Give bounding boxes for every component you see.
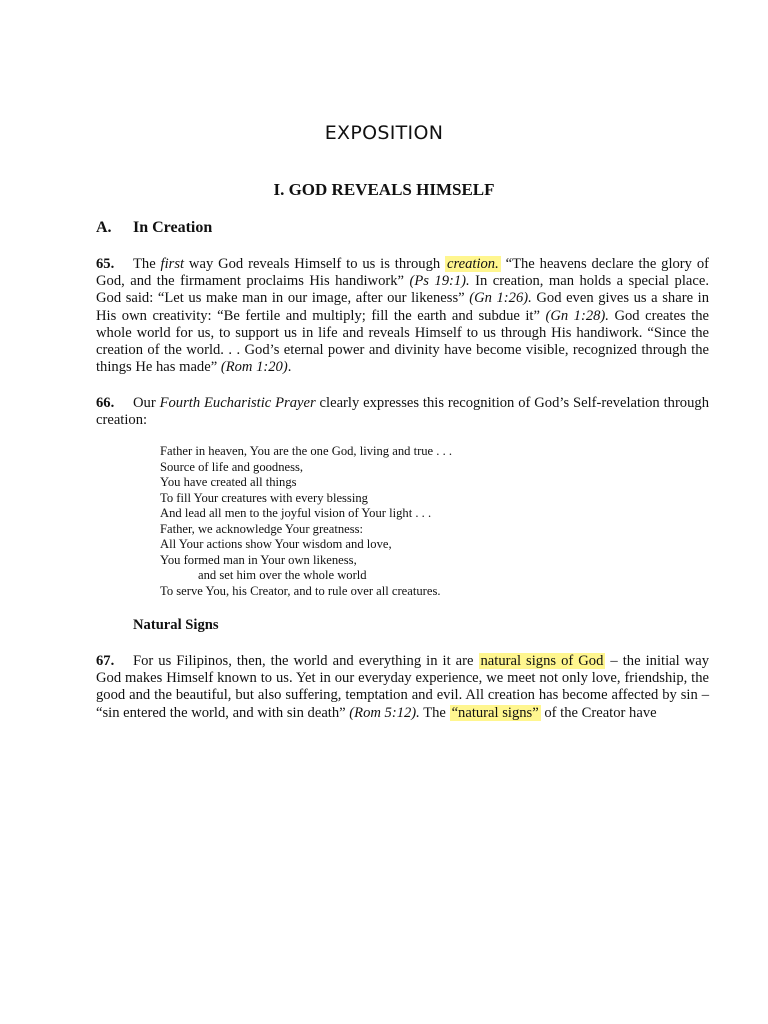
prayer-title: Fourth Eucharistic Prayer bbox=[159, 395, 316, 411]
quote-line: And lead all men to the joyful vision of Your light . . . bbox=[160, 506, 432, 520]
para-text: Our bbox=[133, 395, 160, 411]
quote-line: You formed man in Your own likeness, bbox=[160, 552, 357, 567]
highlight-creation: creation. bbox=[447, 256, 499, 272]
chapter-heading: I. GOD REVEALS HIMSELF bbox=[273, 180, 495, 199]
para-text: God creates the whole world for us, to support us in life and reveals Himself to us through His handiwork. “Since the creation of the world. . . God’s eternal power and divinity have become visible, recognized through the things He has made” bbox=[96, 307, 709, 376]
paragraph-65 bbox=[96, 256, 709, 376]
para-text: God even gives us a share in His own creativity: “Be fertile and multiply; fill the earth and subdue it” bbox=[96, 290, 709, 324]
quote-line: All Your actions show Your wisdom and love, bbox=[160, 537, 392, 551]
para-text: “The heavens declare the glory of God, and the firmament proclaims His handiwork” bbox=[96, 256, 709, 290]
scripture-reference: (Rom 5:12). bbox=[349, 704, 420, 721]
subheading-natural-signs: Natural Signs bbox=[133, 617, 219, 633]
paragraph-number: 67. bbox=[96, 653, 115, 669]
paragraph-66 bbox=[96, 395, 709, 429]
scripture-reference: (Gn 1:28). bbox=[545, 307, 609, 324]
paragraph-67 bbox=[96, 653, 709, 722]
prayer-quote bbox=[160, 444, 680, 599]
highlight-natural-signs-of-god: natural signs of God bbox=[480, 653, 604, 669]
page-title: EXPOSITION bbox=[324, 122, 444, 144]
quote-line: Father in heaven, You are the one God, living and true . . . bbox=[160, 444, 453, 458]
para-text: The bbox=[419, 704, 450, 721]
para-text: clearly expresses this recognition of God’s Self-revelation through creation: bbox=[96, 395, 709, 429]
para-text: of the Creator have bbox=[540, 704, 657, 721]
paragraph-number: 65. bbox=[96, 256, 115, 272]
emphasis-first: first bbox=[160, 256, 185, 272]
scripture-reference: (Gn 1:26). bbox=[469, 290, 532, 307]
paragraph-number: 66. bbox=[96, 395, 115, 411]
para-text: way God reveals Himself to us is through bbox=[184, 256, 446, 272]
para-text: The bbox=[133, 256, 161, 272]
para-text: . bbox=[287, 359, 292, 376]
section-title: In Creation bbox=[133, 219, 213, 236]
para-text: For us Filipinos, then, the world and everything in it are bbox=[133, 653, 479, 669]
quote-line: You have created all things bbox=[160, 475, 297, 489]
para-text: In creation, man holds a special place. God said: “Let us make man in our image, after our likeness” bbox=[96, 273, 709, 307]
quote-line: To serve You, his Creator, and to rule over all creatures. bbox=[160, 583, 441, 598]
quote-line: To fill Your creatures with every blessing bbox=[160, 490, 368, 505]
highlight-natural-signs: “natural signs” bbox=[451, 704, 539, 721]
quote-line: Father, we acknowledge Your greatness: bbox=[160, 521, 364, 536]
section-letter: A. bbox=[96, 219, 112, 236]
quote-line: Source of life and goodness, bbox=[160, 459, 304, 474]
scripture-reference: (Rom 1:20) bbox=[220, 359, 288, 376]
scripture-reference: (Ps 19:1). bbox=[409, 273, 470, 290]
quote-line: and set him over the whole world bbox=[198, 568, 367, 582]
section-heading bbox=[96, 219, 212, 237]
para-text: – the initial way God makes Himself known to us. Yet in our everyday experience, we meet not only love, friendship, the good and the beautiful, but also suffering, temptation and evil. All creation has become affected by sin – “sin entered the world, and with sin death” bbox=[96, 653, 709, 721]
